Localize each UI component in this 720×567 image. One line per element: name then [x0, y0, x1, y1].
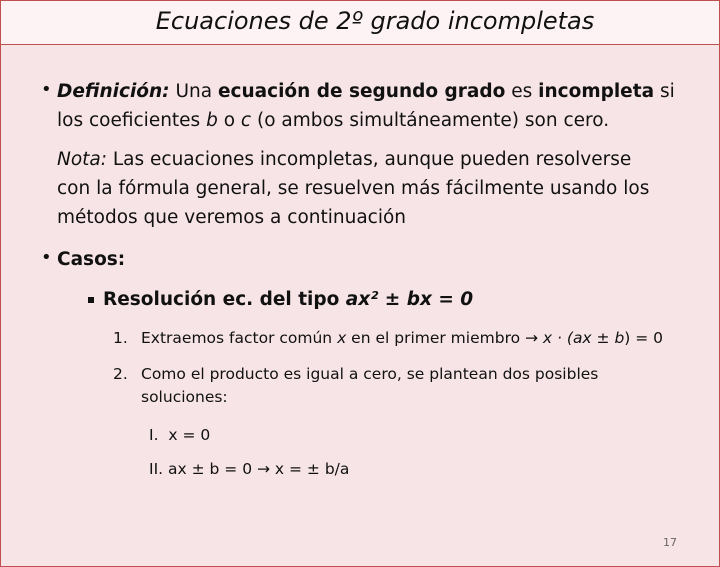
text: con la fórmula general, se resuelven más fácilmente usando los — [57, 178, 650, 199]
text: Extraemos factor común — [141, 329, 338, 347]
text: si — [654, 81, 675, 102]
text: x · ( — [542, 329, 573, 347]
step-1-number: 1. — [113, 329, 128, 347]
definition-paragraph — [57, 77, 675, 135]
definition-label: Definición: — [57, 81, 170, 102]
text: métodos que veremos a continuación — [57, 207, 407, 228]
text: (o ambos simultáneamente) son cero. — [251, 110, 610, 131]
bullet-dot: • — [41, 79, 52, 100]
case-title — [103, 285, 473, 314]
text: Una — [169, 81, 218, 102]
step-2-text — [141, 363, 675, 409]
coef-c: c — [240, 110, 252, 131]
step-2-number: 2. — [113, 365, 128, 383]
bullet-dot: • — [41, 247, 52, 268]
text: o — [217, 110, 241, 131]
solution-2: II. ax ± b = 0 → x = ± b/a — [149, 460, 350, 478]
text: los coeficientes — [57, 110, 207, 131]
text: Como el producto es igual a cero, se plantean dos posibles — [141, 365, 599, 383]
case-expression: ax² ± bx = 0 — [345, 289, 474, 310]
text: ) = 0 — [624, 329, 664, 347]
casos-heading: Casos: — [57, 249, 126, 270]
note-label: Nota: — [57, 149, 107, 170]
term-incompleta: incompleta — [538, 81, 655, 102]
step-1-text — [141, 327, 663, 350]
text: en el primer miembro → — [346, 329, 543, 347]
text: soluciones: — [141, 388, 228, 406]
solution-1: I. x = 0 — [149, 426, 211, 444]
text: Resolución ec. del tipo — [103, 289, 346, 310]
coef-b: b — [206, 110, 218, 131]
slide-title: Ecuaciones de 2º grado incompletas — [155, 7, 595, 35]
term-ecuacion: ecuación de segundo grado — [217, 81, 506, 102]
square-bullet — [88, 297, 94, 303]
text: es — [505, 81, 539, 102]
note-paragraph — [57, 145, 675, 232]
var-x: x — [337, 329, 347, 347]
text: Las ecuaciones incompletas, aunque pueden resolverse — [106, 149, 632, 170]
page-number: 17 — [663, 536, 677, 549]
text: ax ± b — [572, 329, 625, 347]
